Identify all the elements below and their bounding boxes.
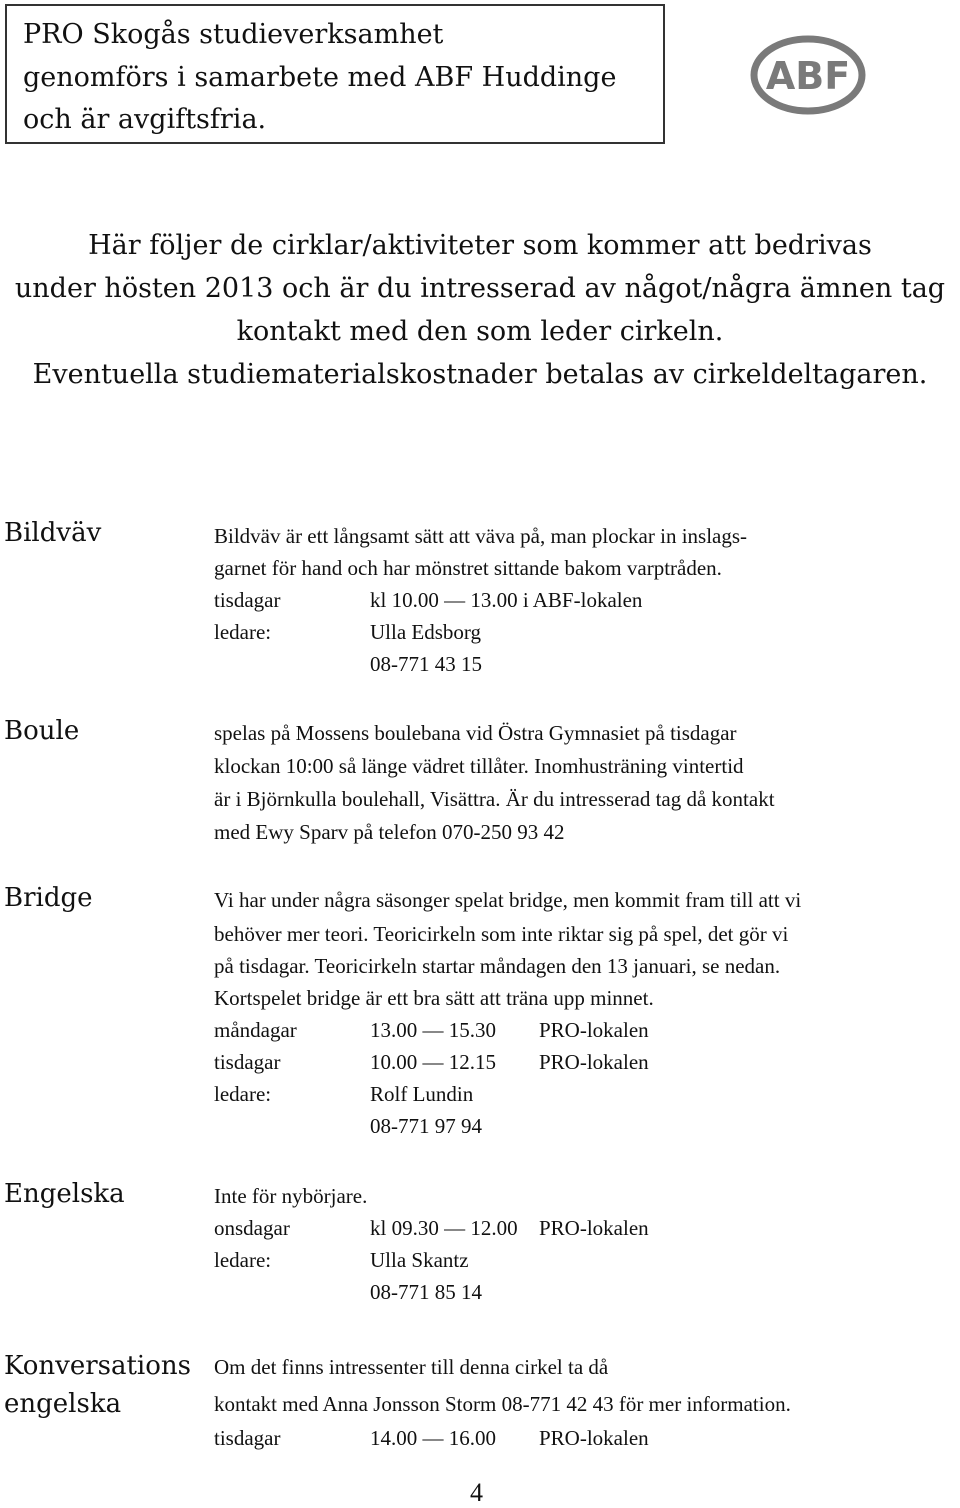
intro-line-1: Här följer de cirklar/aktiviteter som kommer att bedrivas (88, 230, 872, 261)
header-box (5, 4, 665, 144)
engelska-leader-name: Ulla Skantz (370, 1248, 469, 1272)
abf-logo-text: ABF (765, 54, 851, 98)
konversation-text-2: kontakt med Anna Jonsson Storm 08-771 42 43 för mer information. (214, 1392, 791, 1416)
heading-boule: Boule (4, 716, 80, 746)
bildvav-day: tisdagar (214, 588, 281, 612)
bildvav-text-2: garnet för hand och har mönstret sittande bakom varptråden. (214, 556, 722, 580)
konversation-time: 14.00 — 16.00 (370, 1426, 496, 1450)
bridge-text-3: på tisdagar. Teoricirkeln startar måndagen den 13 januari, se nedan. (214, 954, 781, 978)
bridge-time-2: 10.00 — 12.15 (370, 1050, 496, 1074)
bildvav-text-1: Bildväv är ett långsamt sätt att väva på, man plockar in inslags- (214, 524, 748, 548)
bildvav-leader-name: Ulla Edsborg (370, 620, 482, 644)
intro-line-3: kontakt med den som leder cirkeln. (236, 316, 724, 347)
engelska-time: kl 09.30 — 12.00 (370, 1216, 518, 1240)
header-line-2: genomförs i samarbete med ABF Huddinge (23, 62, 617, 93)
boule-text-3: är i Björnkulla boulehall, Visättra. Är du intresserad tag då kontakt (214, 787, 775, 811)
heading-bildvav: Bildväv (4, 518, 102, 548)
heading-konversation-2: engelska (4, 1389, 122, 1419)
header-line-1: PRO Skogås studieverksamhet (23, 19, 444, 50)
heading-konversation-1: Konversations (4, 1351, 191, 1381)
boule-text-4: med Ewy Sparv på telefon 070-250 93 42 (214, 820, 565, 844)
bildvav-leader-label: ledare: (214, 620, 272, 644)
engelska-place: PRO-lokalen (539, 1216, 649, 1240)
bildvav-leader-phone: 08-771 43 15 (370, 652, 482, 676)
bridge-text-2: behöver mer teori. Teoricirkeln som inte riktar sig på spel, det gör vi (214, 922, 789, 946)
boule-text-1: spelas på Mossens boulebana vid Östra Gymnasiet på tisdagar (214, 721, 737, 745)
bridge-leader-phone: 08-771 97 94 (370, 1114, 482, 1138)
boule-text-2: klockan 10:00 så länge vädret tillåter. Inomhusträning vintertid (214, 754, 744, 778)
abf-logo (749, 34, 867, 121)
konversation-text-1: Om det finns intressenter till denna cirkel ta då (214, 1355, 609, 1379)
bildvav-time: kl 10.00 — 13.00 i ABF-lokalen (370, 588, 643, 612)
bridge-day-1: måndagar (214, 1018, 297, 1042)
bridge-place-1: PRO-lokalen (539, 1018, 649, 1042)
engelska-text-1: Inte för nybörjare. (214, 1184, 368, 1208)
page-number: 4 (470, 1478, 483, 1507)
heading-bridge: Bridge (4, 883, 93, 913)
engelska-leader-label: ledare: (214, 1248, 272, 1272)
intro-line-4: Eventuella studiematerialskostnader betalas av cirkeldeltagaren. (32, 359, 928, 390)
konversation-place: PRO-lokalen (539, 1426, 649, 1450)
heading-engelska: Engelska (4, 1179, 125, 1209)
bridge-time-1: 13.00 — 15.30 (370, 1018, 496, 1042)
header-line-3: och är avgiftsfria. (23, 104, 267, 135)
bridge-day-2: tisdagar (214, 1050, 281, 1074)
engelska-leader-phone: 08-771 85 14 (370, 1280, 482, 1304)
bridge-place-2: PRO-lokalen (539, 1050, 649, 1074)
intro-line-2: under hösten 2013 och är du intresserad av något/några ämnen tag (14, 273, 946, 304)
konversation-day: tisdagar (214, 1426, 281, 1450)
engelska-day: onsdagar (214, 1216, 290, 1240)
bridge-leader-label: ledare: (214, 1082, 272, 1106)
bridge-text-1: Vi har under några säsonger spelat bridge, men kommit fram till att vi (214, 888, 802, 912)
bridge-text-4: Kortspelet bridge är ett bra sätt att träna upp minnet. (214, 986, 654, 1010)
bridge-leader-name: Rolf Lundin (370, 1082, 474, 1106)
